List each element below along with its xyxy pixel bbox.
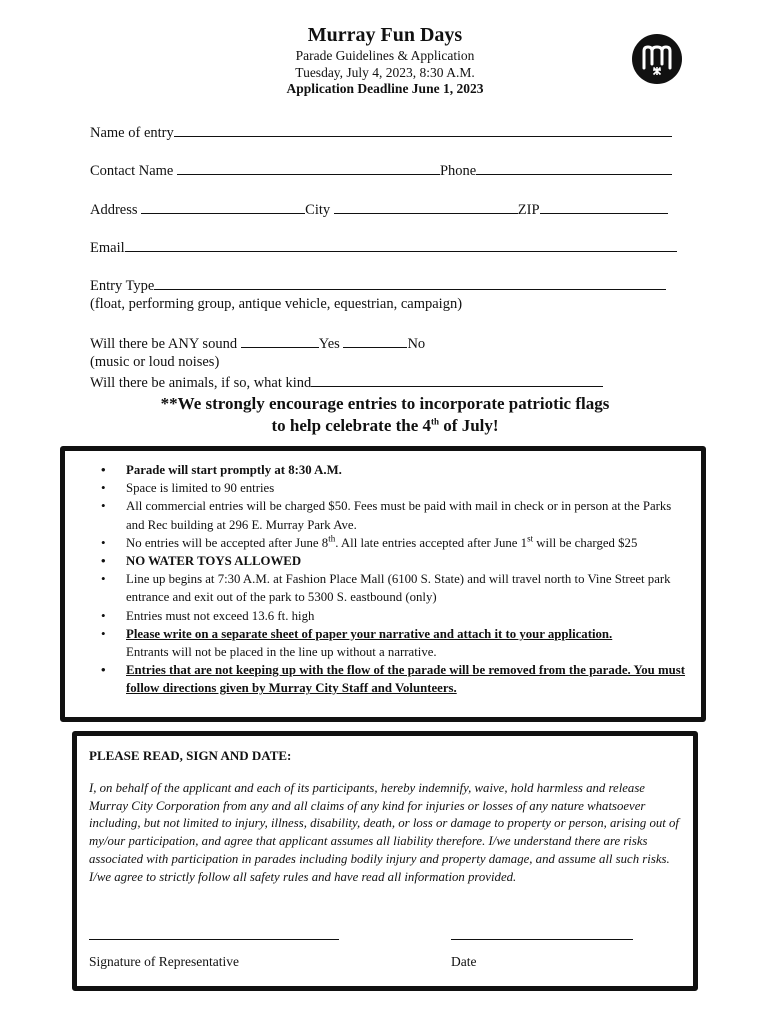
rule-item: • NO WATER TOYS ALLOWED [79,552,691,570]
signature-line[interactable] [89,939,339,940]
email-input[interactable] [125,239,677,252]
contact-name-input[interactable] [177,162,440,175]
sound-question: Will there be ANY sound [90,336,238,352]
date-line[interactable] [451,939,633,940]
rule-item: • Space is limited to 90 entries [79,479,691,497]
patriotic-encouragement: **We strongly encourage entries to incorporate patriotic flags [160,394,610,413]
rule-item: • All commercial entries will be charged $50. Fees must be paid with mail in check or in person at the Parks and Rec building at 296 E. Murray Park Ave. [79,497,691,533]
animals-question: Will there be animals, if so, what kind [90,375,312,391]
city-input[interactable] [334,201,518,214]
animals-row [90,374,603,392]
city-label: City [305,202,331,218]
entry-type-input[interactable] [154,277,666,290]
email-row [90,239,677,257]
sound-hint: (music or loud noises) [90,354,220,370]
name-of-entry-row [90,124,672,142]
entry-type-row [90,277,666,295]
email-label: Email [90,240,125,256]
event-date: Tuesday, July 4, 2023, 8:30 A.M. [295,65,475,80]
date-label: Date [451,954,477,969]
sound-row [90,335,425,353]
contact-row [90,162,672,180]
entry-type-hint: (float, performing group, antique vehicle, equestrian, campaign) [90,296,463,312]
form-title: Murray Fun Days [307,24,463,46]
sound-yes-label: Yes [318,336,340,352]
parade-rules-box [60,446,706,722]
rule-item: • Entries must not exceed 13.6 ft. high [79,607,691,625]
murray-city-logo-icon [632,34,682,84]
name-of-entry-input[interactable] [174,124,672,137]
address-label: Address [90,202,138,218]
application-deadline: Application Deadline June 1, 2023 [286,81,484,96]
sound-no-label: No [407,336,426,352]
name-of-entry-label: Name of entry [90,125,174,141]
address-input[interactable] [141,201,305,214]
rule-item: • Parade will start promptly at 8:30 A.M. [79,461,691,479]
rule-item: • Please write on a separate sheet of paper your narrative and attach it to your application. Entrants will not be placed in the line up without a narrative. [79,625,691,661]
contact-name-label: Contact Name [90,163,174,179]
phone-label: Phone [439,163,477,179]
parade-rules-list [79,461,691,698]
phone-input[interactable] [476,162,672,175]
address-row [90,201,668,219]
entry-type-label: Entry Type [90,278,155,294]
waiver-box [72,731,698,991]
celebrate-line: to help celebrate the 4th of July! [271,416,499,435]
waiver-heading: PLEASE READ, SIGN AND DATE: [89,748,292,763]
form-subtitle: Parade Guidelines & Application [295,48,475,63]
waiver-text: I, on behalf of the applicant and each of its participants, hereby indemnify, waive, hold harmless and release Murray City Corporation from any and all claims of any kind for injuries or losses of any nature whatsoever including, but not limited to injury, illness, disability, death, or loss or damage to property or person, arising out of my/our participation, and agree that applicant assumes all liability therefore. I/we understand there are risks associated with participation in parades including bodily injury and property damage, and assume all such risks. I/we agree to strictly follow all safety rules and have read all information provided. [89,781,679,884]
rule-item: • Entries that are not keeping up with the flow of the parade will be removed from the parade. You must follow directions given by Murray City Staff and Volunteers. [79,661,691,697]
zip-input[interactable] [540,201,668,214]
animals-input[interactable] [311,374,603,387]
rule-item: • Line up begins at 7:30 A.M. at Fashion Place Mall (6100 S. State) and will travel north to Vine Street park entrance and exit out of the park to 5300 S. eastbound (only) [79,570,691,606]
sound-yes-input[interactable] [241,335,319,348]
zip-label: ZIP [517,202,540,218]
signature-label: Signature of Representative [89,954,239,969]
rule-item: • No entries will be accepted after June 8th. All late entries accepted after June 1st will be charged $25 [79,534,691,552]
sound-no-input[interactable] [343,335,407,348]
